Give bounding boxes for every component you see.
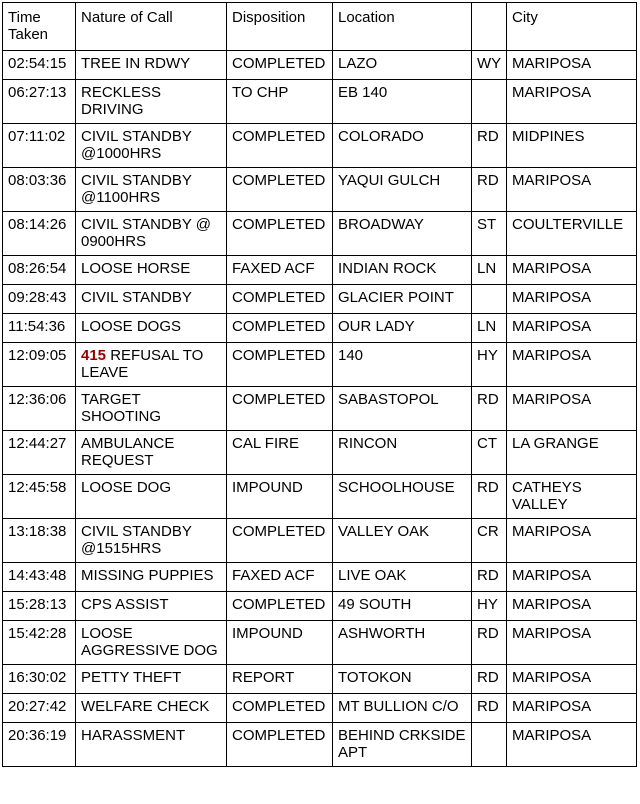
nature-text: REFUSAL TO LEAVE xyxy=(81,347,204,381)
cell-nature xyxy=(76,563,227,592)
call-log-table xyxy=(2,2,637,767)
cell-suffix: RD xyxy=(472,563,507,592)
header-city: City xyxy=(507,3,637,51)
header-time: Time Taken xyxy=(3,3,76,51)
cell-location: LIVE OAK xyxy=(333,563,472,592)
call-log-body xyxy=(3,51,637,767)
nature-text: AMBULANCE REQUEST xyxy=(81,435,175,469)
cell-suffix: RD xyxy=(472,387,507,431)
header-row xyxy=(3,3,637,51)
cell-location: 49 SOUTH xyxy=(333,592,472,621)
table-row xyxy=(3,621,637,665)
table-row xyxy=(3,563,637,592)
cell-time: 08:14:26 xyxy=(3,212,76,256)
cell-city: MARIPOSA xyxy=(507,285,637,314)
table-row xyxy=(3,343,637,387)
cell-disposition: COMPLETED xyxy=(227,212,333,256)
cell-city: LA GRANGE xyxy=(507,431,637,475)
table-row xyxy=(3,256,637,285)
table-row xyxy=(3,519,637,563)
cell-time: 12:44:27 xyxy=(3,431,76,475)
cell-time: 07:11:02 xyxy=(3,124,76,168)
cell-city: MARIPOSA xyxy=(507,80,637,124)
table-row xyxy=(3,285,637,314)
cell-suffix xyxy=(472,285,507,314)
cell-disposition: FAXED ACF xyxy=(227,563,333,592)
cell-disposition: COMPLETED xyxy=(227,592,333,621)
table-row xyxy=(3,314,637,343)
cell-time: 14:43:48 xyxy=(3,563,76,592)
cell-city: COULTERVILLE xyxy=(507,212,637,256)
cell-city: MARIPOSA xyxy=(507,694,637,723)
nature-text: CIVIL STANDBY @1000HRS xyxy=(81,128,192,162)
nature-text: WELFARE CHECK xyxy=(81,698,210,715)
cell-suffix: CT xyxy=(472,431,507,475)
call-code-highlight: 415 xyxy=(81,347,107,364)
nature-text: LOOSE DOG xyxy=(81,479,172,496)
cell-city: MARIPOSA xyxy=(507,621,637,665)
table-row xyxy=(3,80,637,124)
table-row xyxy=(3,723,637,767)
cell-suffix: LN xyxy=(472,314,507,343)
cell-city: MARIPOSA xyxy=(507,519,637,563)
cell-disposition: IMPOUND xyxy=(227,621,333,665)
cell-nature xyxy=(76,519,227,563)
cell-time: 16:30:02 xyxy=(3,665,76,694)
cell-suffix: RD xyxy=(472,168,507,212)
cell-city: MARIPOSA xyxy=(507,343,637,387)
cell-suffix: RD xyxy=(472,665,507,694)
cell-time: 08:03:36 xyxy=(3,168,76,212)
cell-city: MARIPOSA xyxy=(507,723,637,767)
table-row xyxy=(3,212,637,256)
table-row xyxy=(3,475,637,519)
cell-time: 15:28:13 xyxy=(3,592,76,621)
cell-disposition: IMPOUND xyxy=(227,475,333,519)
table-row xyxy=(3,694,637,723)
cell-suffix: ST xyxy=(472,212,507,256)
header-location: Location xyxy=(333,3,472,51)
cell-city: MARIPOSA xyxy=(507,592,637,621)
cell-time: 13:18:38 xyxy=(3,519,76,563)
cell-nature xyxy=(76,475,227,519)
cell-city: MARIPOSA xyxy=(507,665,637,694)
table-row xyxy=(3,51,637,80)
table-row xyxy=(3,387,637,431)
cell-city: MARIPOSA xyxy=(507,387,637,431)
cell-location: INDIAN ROCK xyxy=(333,256,472,285)
cell-suffix xyxy=(472,80,507,124)
cell-disposition: COMPLETED xyxy=(227,314,333,343)
cell-nature xyxy=(76,285,227,314)
cell-nature xyxy=(76,431,227,475)
header-suffix xyxy=(472,3,507,51)
cell-time: 12:09:05 xyxy=(3,343,76,387)
table-row xyxy=(3,431,637,475)
nature-text: LOOSE DOGS xyxy=(81,318,182,335)
cell-suffix: LN xyxy=(472,256,507,285)
table-row xyxy=(3,168,637,212)
cell-location: YAQUI GULCH xyxy=(333,168,472,212)
cell-location: SABASTOPOL xyxy=(333,387,472,431)
cell-location: TOTOKON xyxy=(333,665,472,694)
cell-location: BEHIND CRKSIDE APT xyxy=(333,723,472,767)
cell-time: 06:27:13 xyxy=(3,80,76,124)
cell-disposition: COMPLETED xyxy=(227,694,333,723)
cell-city: MARIPOSA xyxy=(507,256,637,285)
header-disposition: Disposition xyxy=(227,3,333,51)
nature-text: HARASSMENT xyxy=(81,727,186,744)
cell-location: VALLEY OAK xyxy=(333,519,472,563)
cell-suffix: RD xyxy=(472,124,507,168)
cell-time: 20:27:42 xyxy=(3,694,76,723)
cell-disposition: COMPLETED xyxy=(227,519,333,563)
nature-text: TREE IN RDWY xyxy=(81,55,191,72)
cell-disposition: COMPLETED xyxy=(227,343,333,387)
cell-suffix: HY xyxy=(472,343,507,387)
nature-text: TARGET SHOOTING xyxy=(81,391,162,425)
cell-location: LAZO xyxy=(333,51,472,80)
cell-time: 02:54:15 xyxy=(3,51,76,80)
cell-location: 140 xyxy=(333,343,472,387)
cell-time: 15:42:28 xyxy=(3,621,76,665)
cell-disposition: COMPLETED xyxy=(227,124,333,168)
cell-suffix: CR xyxy=(472,519,507,563)
cell-disposition: COMPLETED xyxy=(227,723,333,767)
cell-disposition: COMPLETED xyxy=(227,285,333,314)
nature-text: CIVIL STANDBY @ 0900HRS xyxy=(81,216,211,250)
cell-time: 08:26:54 xyxy=(3,256,76,285)
cell-disposition: COMPLETED xyxy=(227,168,333,212)
cell-nature xyxy=(76,51,227,80)
table-row xyxy=(3,665,637,694)
nature-text: RECKLESS DRIVING xyxy=(81,84,162,118)
nature-text: MISSING PUPPIES xyxy=(81,567,214,584)
cell-suffix: WY xyxy=(472,51,507,80)
cell-disposition: CAL FIRE xyxy=(227,431,333,475)
cell-disposition: TO CHP xyxy=(227,80,333,124)
nature-text: LOOSE AGGRESSIVE DOG xyxy=(81,625,218,659)
cell-location: BROADWAY xyxy=(333,212,472,256)
cell-nature xyxy=(76,592,227,621)
nature-text: CIVIL STANDBY xyxy=(81,289,192,306)
nature-text: LOOSE HORSE xyxy=(81,260,191,277)
cell-suffix: HY xyxy=(472,592,507,621)
cell-disposition: COMPLETED xyxy=(227,387,333,431)
cell-location: EB 140 xyxy=(333,80,472,124)
cell-nature xyxy=(76,621,227,665)
cell-location: ASHWORTH xyxy=(333,621,472,665)
nature-text: CIVIL STANDBY @1100HRS xyxy=(81,172,192,206)
cell-disposition: REPORT xyxy=(227,665,333,694)
cell-suffix: RD xyxy=(472,621,507,665)
cell-time: 09:28:43 xyxy=(3,285,76,314)
cell-time: 20:36:19 xyxy=(3,723,76,767)
cell-city: MARIPOSA xyxy=(507,51,637,80)
cell-nature xyxy=(76,124,227,168)
cell-disposition: FAXED ACF xyxy=(227,256,333,285)
cell-disposition: COMPLETED xyxy=(227,51,333,80)
cell-city: MARIPOSA xyxy=(507,314,637,343)
cell-time: 12:45:58 xyxy=(3,475,76,519)
cell-location: COLORADO xyxy=(333,124,472,168)
cell-suffix: RD xyxy=(472,694,507,723)
cell-nature xyxy=(76,168,227,212)
cell-location: OUR LADY xyxy=(333,314,472,343)
cell-suffix xyxy=(472,723,507,767)
nature-text: CIVIL STANDBY @1515HRS xyxy=(81,523,192,557)
cell-nature xyxy=(76,343,227,387)
cell-location: GLACIER POINT xyxy=(333,285,472,314)
cell-nature xyxy=(76,80,227,124)
header-nature: Nature of Call xyxy=(76,3,227,51)
cell-city: MARIPOSA xyxy=(507,563,637,592)
cell-nature xyxy=(76,256,227,285)
cell-nature xyxy=(76,212,227,256)
cell-time: 12:36:06 xyxy=(3,387,76,431)
cell-nature xyxy=(76,387,227,431)
cell-nature xyxy=(76,723,227,767)
cell-location: SCHOOLHOUSE xyxy=(333,475,472,519)
cell-city: CATHEYS VALLEY xyxy=(507,475,637,519)
cell-suffix: RD xyxy=(472,475,507,519)
cell-nature xyxy=(76,314,227,343)
table-row xyxy=(3,592,637,621)
cell-city: MIDPINES xyxy=(507,124,637,168)
cell-city: MARIPOSA xyxy=(507,168,637,212)
cell-nature xyxy=(76,665,227,694)
cell-location: MT BULLION C/O xyxy=(333,694,472,723)
table-row xyxy=(3,124,637,168)
cell-nature xyxy=(76,694,227,723)
cell-location: RINCON xyxy=(333,431,472,475)
nature-text: CPS ASSIST xyxy=(81,596,169,613)
cell-time: 11:54:36 xyxy=(3,314,76,343)
nature-text: PETTY THEFT xyxy=(81,669,182,686)
